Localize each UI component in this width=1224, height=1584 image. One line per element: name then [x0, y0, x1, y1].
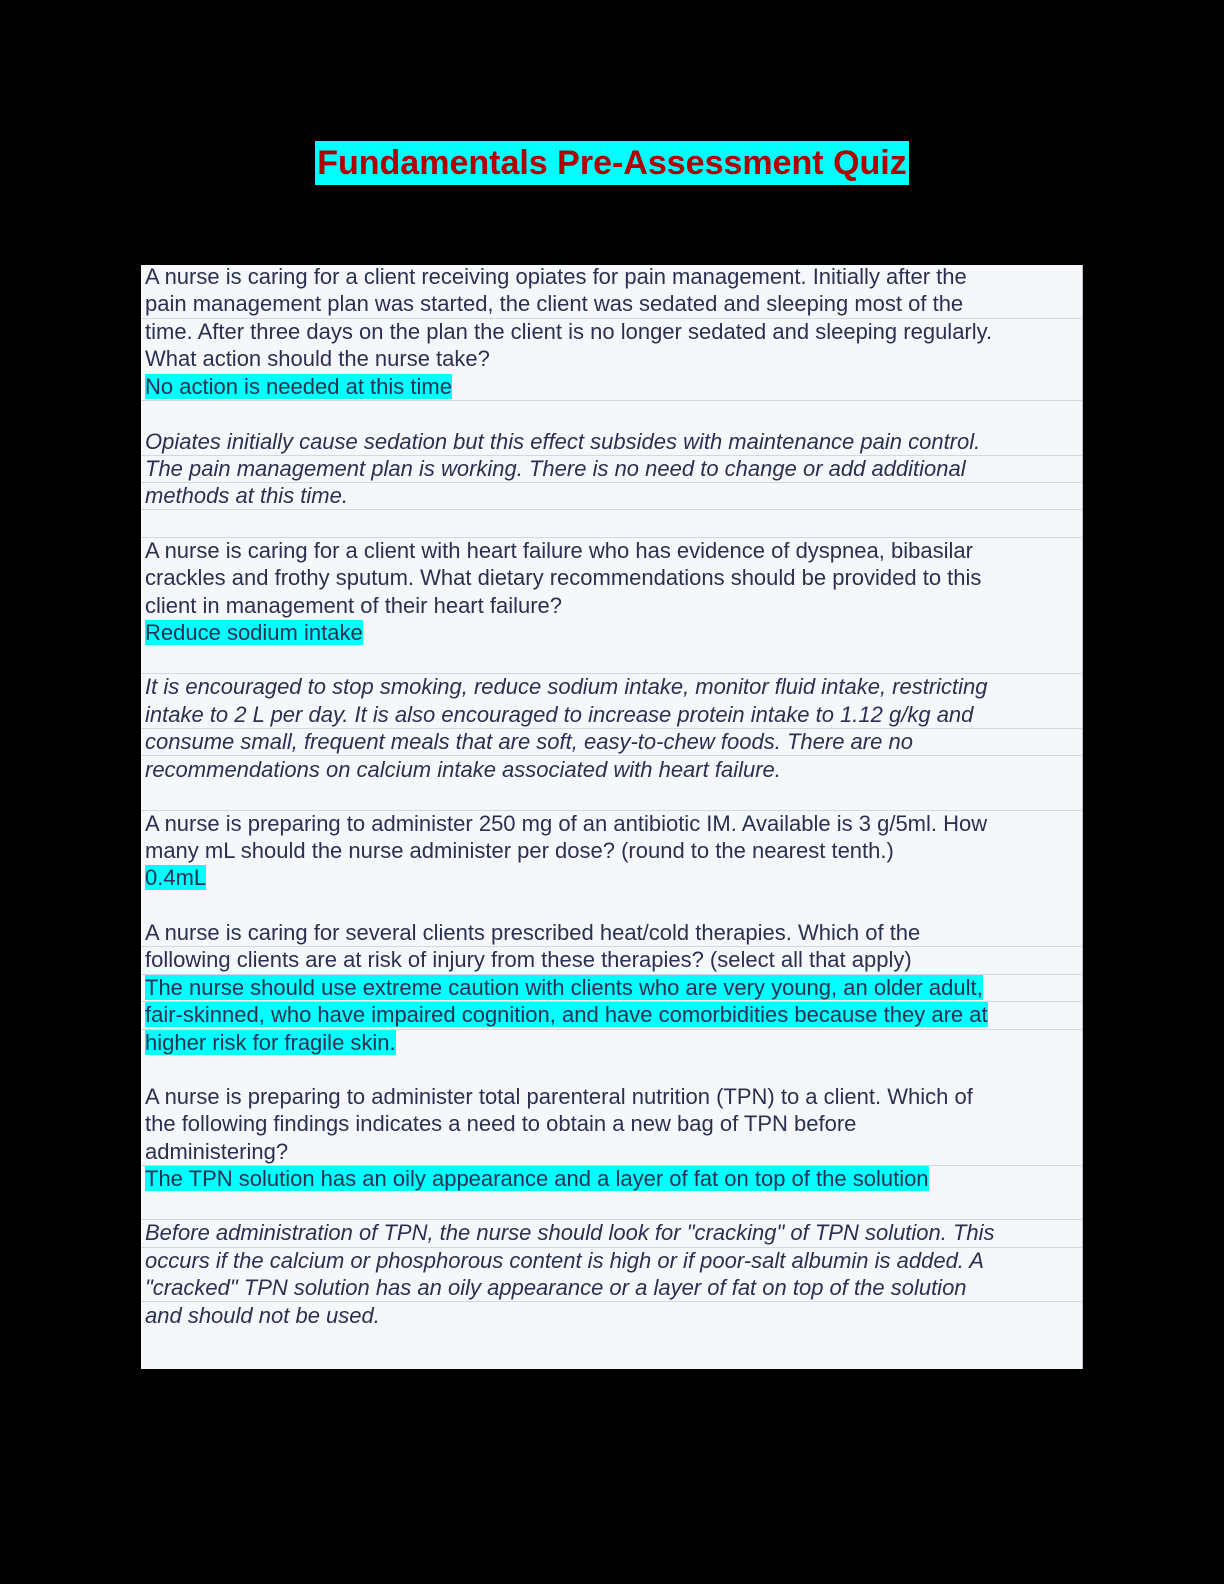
question-1-rationale: methods at this time. [145, 483, 348, 508]
answer-highlight: The TPN solution has an oily appearance and a layer of fat on top of the solution [145, 1166, 929, 1191]
answer-highlight: The nurse should use extreme caution with clients who are very young, an older adult, [145, 975, 983, 1000]
question-5-line: the following findings indicates a need to obtain a new bag of TPN before [145, 1111, 857, 1136]
question-5-line: administering? [145, 1139, 289, 1164]
question-1-line: pain management plan was started, the client was sedated and sleeping most of the [145, 291, 964, 316]
question-3-line: many mL should the nurse administer per dose? (round to the nearest tenth.) [145, 838, 894, 863]
title-area [0, 141, 1224, 185]
answer-highlight: higher risk for fragile skin. [145, 1030, 396, 1055]
question-1-answer [145, 373, 452, 401]
question-5-rationale: Before administration of TPN, the nurse should look for "cracking" of TPN solution. This [145, 1220, 995, 1245]
question-1-line: A nurse is caring for a client receiving opiates for pain management. Initially after the [145, 264, 967, 289]
question-3-answer [145, 864, 206, 892]
question-2-rationale: It is encouraged to stop smoking, reduce sodium intake, monitor fluid intake, restricting [145, 674, 988, 699]
question-4-answer [145, 1001, 988, 1029]
question-5-rationale: occurs if the calcium or phosphorous content is high or if poor-salt albumin is added. A [145, 1248, 984, 1273]
question-5-rationale: "cracked" TPN solution has an oily appearance or a layer of fat on top of the solution [145, 1275, 967, 1300]
question-1-line: time. After three days on the plan the client is no longer sedated and sleeping regularly. [145, 319, 993, 344]
question-2-line: A nurse is caring for a client with heart failure who has evidence of dyspnea, bibasilar [145, 538, 973, 563]
question-2-rationale: intake to 2 L per day. It is also encouraged to increase protein intake to 1.12 g/kg and [145, 702, 974, 727]
question-5-line: A nurse is preparing to administer total parenteral nutrition (TPN) to a client. Which of [145, 1084, 973, 1109]
question-1-rationale: Opiates initially cause sedation but this effect subsides with maintenance pain control. [145, 429, 981, 454]
question-5-answer [145, 1165, 929, 1193]
question-2-answer [145, 619, 363, 647]
question-2-line: crackles and frothy sputum. What dietary recommendations should be provided to this [145, 565, 982, 590]
question-3-line: A nurse is preparing to administer 250 mg of an antibiotic IM. Available is 3 g/5ml. How [145, 811, 988, 836]
question-5-rationale: and should not be used. [145, 1303, 380, 1328]
question-1-line: What action should the nurse take? [145, 346, 490, 371]
question-2-line: client in management of their heart failure? [145, 593, 563, 618]
quiz-sheet [141, 265, 1083, 1369]
answer-highlight: No action is needed at this time [145, 374, 452, 399]
page-title: Fundamentals Pre-Assessment Quiz [315, 141, 909, 185]
question-4-line: A nurse is caring for several clients prescribed heat/cold therapies. Which of the [145, 920, 921, 945]
answer-highlight: Reduce sodium intake [145, 620, 363, 645]
question-2-rationale: consume small, frequent meals that are soft, easy-to-chew foods. There are no [145, 729, 913, 754]
question-4-answer [145, 974, 983, 1002]
question-2-rationale: recommendations on calcium intake associated with heart failure. [145, 757, 781, 782]
answer-highlight: fair-skinned, who have impaired cognition, and have comorbidities because they are at [145, 1002, 988, 1027]
question-4-answer [145, 1029, 396, 1057]
question-4-line: following clients are at risk of injury from these therapies? (select all that apply) [145, 947, 912, 972]
question-1-rationale: The pain management plan is working. There is no need to change or add additional [145, 456, 966, 481]
answer-highlight: 0.4mL [145, 865, 207, 890]
